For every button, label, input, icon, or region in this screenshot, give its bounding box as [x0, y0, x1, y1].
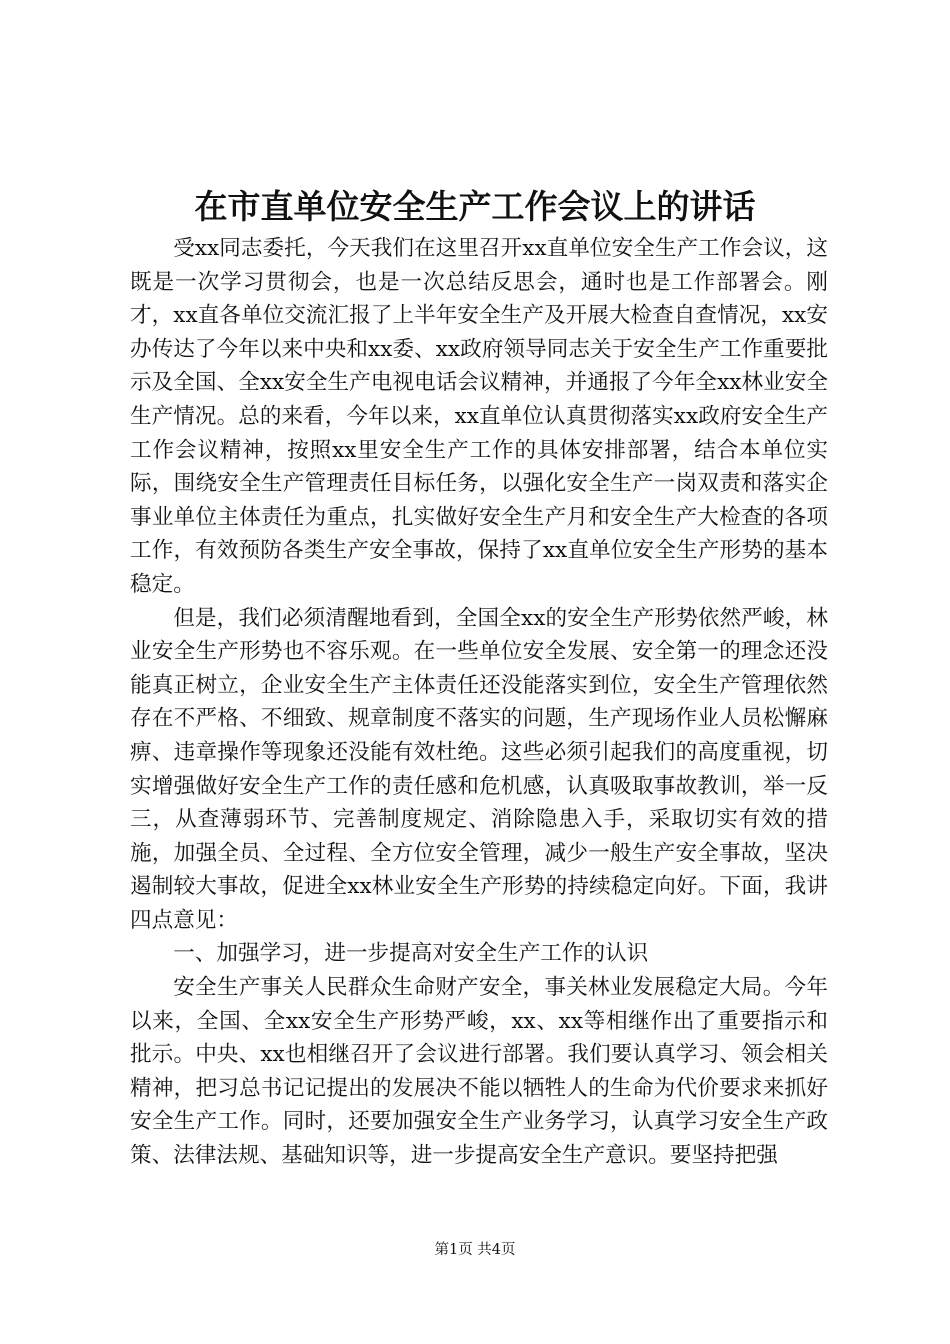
paragraph-intro: 受xx同志委托，今天我们在这里召开xx直单位安全生产工作会议，这既是一次学习贯彻会，也是一次总结反思会，通时也是工作部署会。刚才，xx直各单位交流汇报了上半年安全生产及开展大检查自查情况，xx安办传达了今年以来中央和xx委、xx政府领导同志关于安全生产工作重要批示及全国、全xx安全生产电视电话会议精神，并通报了今年全xx林业安全生产情况。总的来看，今年以来，xx直单位认真贯彻落实xx政府安全生产工作会议精神，按照xx里安全生产工作的具体安排部署，结合本单位实际，围绕安全生产管理责任目标任务，以强化安全生产一岗双责和落实企事业单位主体责任为重点，扎实做好安全生产月和安全生产大检查的各项工作，有效预防各类生产安全事故，保持了xx直单位安全生产形势的基本稳定。 — [130, 236, 828, 597]
document-body — [130, 232, 828, 1173]
paragraph-situation: 但是，我们必须清醒地看到，全国全xx的安全生产形势依然严峻，林业安全生产形势也不容乐观。在一些单位安全发展、安全第一的理念还没能真正树立，企业安全生产主体责任还没能落实到位，安全生产管理依然存在不严格、不细致、规章制度不落实的问题，生产现场作业人员松懈麻痹、违章操作等现象还没能有效杜绝。这些必须引起我们的高度重视，切实增强做好安全生产工作的责任感和危机感，认真吸取事故教训，举一反三，从查薄弱环节、完善制度规定、消除隐患入手，采取切实有效的措施，加强全员、全过程、全方位安全管理，减少一般生产安全事故，坚决遏制较大事故，促进全xx林业安全生产形势的持续稳定向好。下面，我讲四点意见： — [130, 605, 828, 933]
paragraph-section-1: 安全生产事关人民群众生命财产安全，事关林业发展稳定大局。今年以来，全国、全xx安全生产形势严峻，xx、xx等相继作出了重要指示和批示。中央、xx也相继召开了会议进行部署。我们要认真学习、领会相关精神，把习总书记记提出的发展决不能以牺牲人的生命为代价要求来抓好安全生产工作。同时，还要加强安全生产业务学习，认真学习安全生产政策、法律法规、基础知识等，进一步提高安全生产意识。要坚持把强 — [130, 975, 828, 1169]
section-heading-1: 一、加强学习，进一步提高对安全生产工作的认识 — [173, 941, 649, 967]
page-number-footer: 第1页 共4页 — [434, 1242, 516, 1258]
document-title: 在市直单位安全生产工作会议上的讲话 — [194, 187, 756, 226]
